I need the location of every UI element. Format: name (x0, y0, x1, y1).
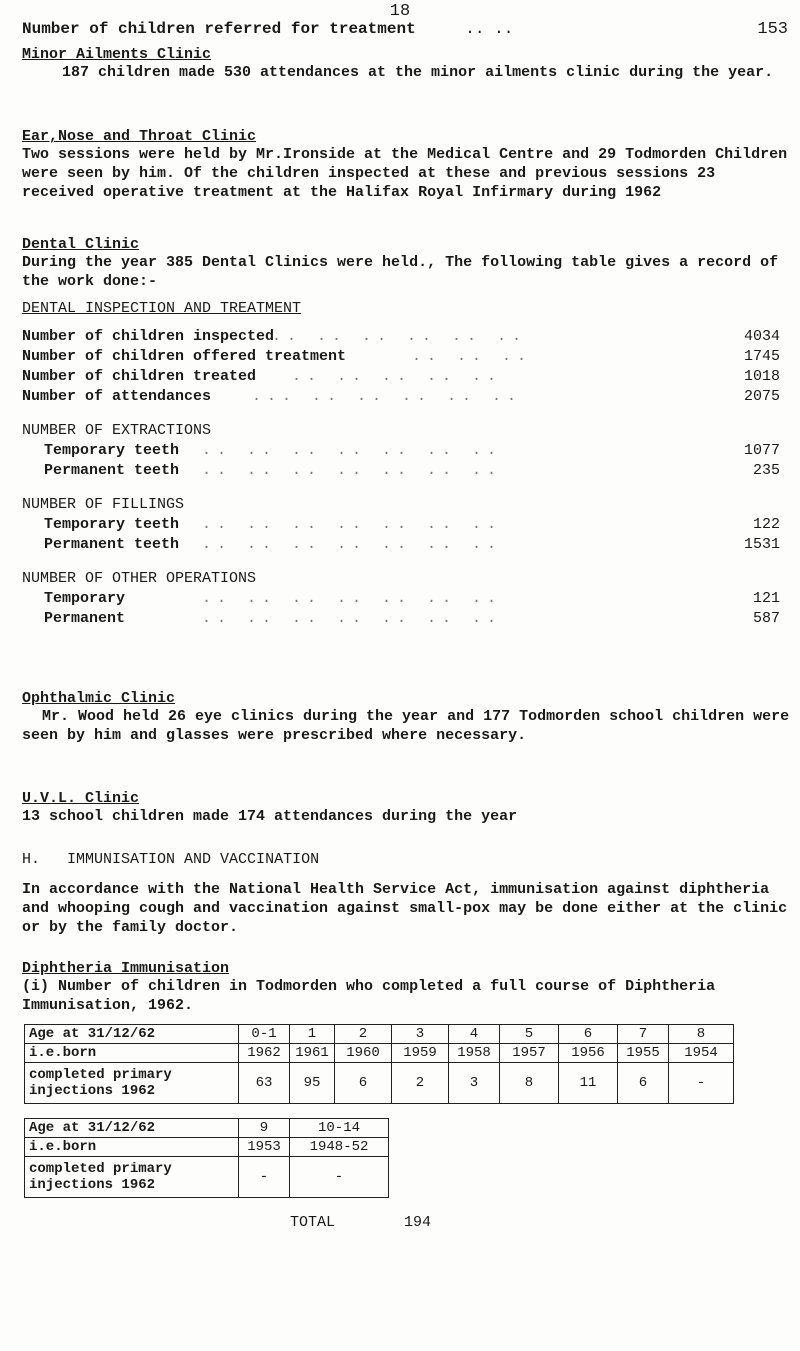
table-row: Age at 31/12/62 0-1 1 2 3 4 5 6 7 8 (25, 1025, 734, 1044)
dental-text: During the year 385 Dental Clinics were held., The following table gives a record of the work done:- (22, 254, 779, 290)
total-value: 194 (404, 1214, 432, 1231)
total-label: TOTAL (290, 1214, 336, 1231)
ent-heading: Ear,Nose and Throat Clinic (22, 128, 257, 145)
uvl-section (22, 790, 792, 826)
dental-table-heading: DENTAL INSPECTION AND TREATMENT (22, 300, 302, 317)
extractions-heading: NUMBER OF EXTRACTIONS (22, 422, 212, 439)
immunisation-text: In accordance with the National Health Service Act, immunisation against diphtheria and whooping cough and vaccination against small-pox may be done either at the clinic or by the family doctor. (22, 881, 788, 936)
immunisation-section (22, 850, 792, 937)
page-number-top: 18 (389, 2, 411, 21)
uvl-text: 13 school children made 174 attendances during the year (22, 808, 518, 825)
minor-ailments-heading: Minor Ailments Clinic (22, 46, 212, 63)
filling-row: Permanent teeth .. .. .. .. .. .. .. 1531 (44, 536, 780, 553)
extraction-row: Temporary teeth .. .. .. .. .. .. .. 1077 (44, 442, 780, 459)
table-row: completed primary injections 1962 - - (25, 1157, 389, 1198)
dental-row: Number of attendances ... .. .. .. .. .. 2075 (22, 388, 780, 405)
immunisation-heading: H. IMMUNISATION AND VACCINATION (22, 851, 320, 868)
minor-ailments-section (22, 46, 792, 82)
extraction-row: Permanent teeth .. .. .. .. .. .. .. 235 (44, 462, 780, 479)
table-row: completed primary injections 1962 63 95 6 2 3 8 11 6 - (25, 1063, 734, 1104)
uvl-heading: U.V.L. Clinic (22, 790, 140, 807)
header-page-number: 153 (757, 20, 788, 39)
total-line (290, 1214, 431, 1231)
header-title: Number of children referred for treatment (22, 20, 416, 38)
ophthalmic-text: Mr. Wood held 26 eye clinics during the year and 177 Todmorden school children were seen by him and glasses were prescribed where necessary. (22, 708, 790, 744)
ent-text: Two sessions were held by Mr.Ironside at the Medical Centre and 29 Todmorden Children were seen by him. Of the children inspected at these and previous sessions 23 received operative treatment at the Halifax Royal Infirmary during 1962 (22, 146, 788, 201)
dental-section (22, 236, 792, 291)
diphtheria-table-1 (24, 1024, 734, 1104)
header-dots: .. .. (465, 20, 514, 38)
other-operation-row: Permanent .. .. .. .. .. .. .. 587 (44, 610, 780, 627)
diphtheria-text: (i) Number of children in Todmorden who completed a full course of Diphtheria Immunisation, 1962. (22, 978, 716, 1014)
dental-table (22, 300, 792, 629)
ent-section (22, 128, 792, 202)
diphtheria-table-2 (24, 1118, 389, 1198)
filling-row: Temporary teeth .. .. .. .. .. .. .. 122 (44, 516, 780, 533)
other-operations-heading: NUMBER OF OTHER OPERATIONS (22, 570, 257, 587)
table-row: i.e.born 1953 1948-52 (25, 1138, 389, 1157)
table-row: Age at 31/12/62 9 10-14 (25, 1119, 389, 1138)
other-operation-row: Temporary .. .. .. .. .. .. .. 121 (44, 590, 780, 607)
dental-row: Number of children treated .. .. .. .. .. 1018 (22, 368, 780, 385)
running-header (22, 20, 788, 38)
fillings-heading: NUMBER OF FILLINGS (22, 496, 185, 513)
diphtheria-section (22, 960, 792, 1015)
dental-heading: Dental Clinic (22, 236, 140, 253)
ophthalmic-heading: Ophthalmic Clinic (22, 690, 176, 707)
ophthalmic-section (22, 690, 792, 745)
table-row: i.e.born 1962 1961 1960 1959 1958 1957 1956 1955 1954 (25, 1044, 734, 1063)
minor-ailments-text: 187 children made 530 attendances at the minor ailments clinic during the year. (62, 64, 774, 81)
diphtheria-heading: Diphtheria Immunisation (22, 960, 230, 977)
dental-row: Number of children inspected .. .. .. .. .. .. 4034 (22, 328, 780, 345)
dental-row: Number of children offered treatment .. .. .. 1745 (22, 348, 780, 365)
